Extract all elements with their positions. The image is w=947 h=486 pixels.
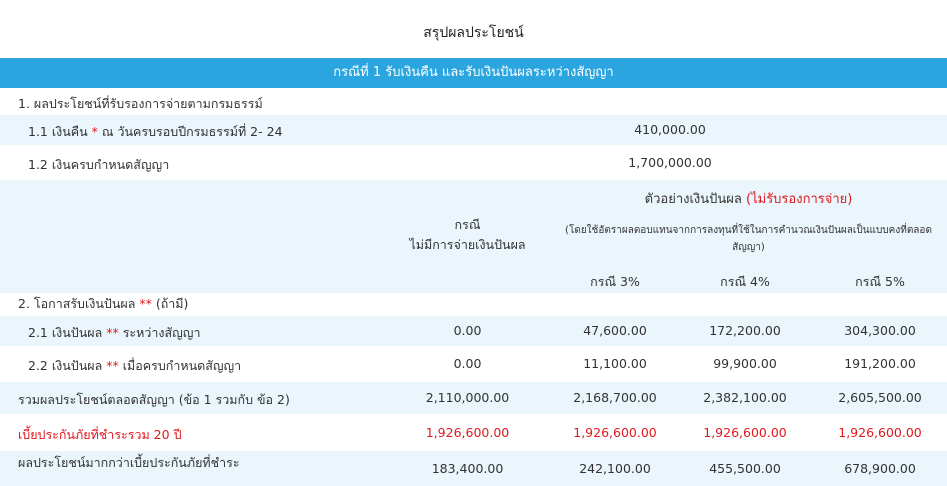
row-label: 2.2 เงินปันผล ** เมื่อครบกำหนดสัญญา	[28, 358, 242, 373]
asterisk-mark: **	[106, 325, 119, 340]
cell-case-5: 191,200.00	[844, 356, 916, 371]
cell-case-5: 304,300.00	[844, 323, 916, 338]
case-5-header: กรณี 5%	[855, 274, 905, 289]
cell-no-dividend: 1,926,600.00	[425, 425, 510, 440]
cell-case-3: 47,600.00	[583, 323, 647, 338]
cell-case-4: 99,900.00	[713, 356, 777, 371]
table-row-premium	[0, 417, 947, 449]
cell-case-4: 1,926,600.00	[703, 425, 787, 440]
cell-no-dividend: 2,110,000.00	[425, 390, 510, 405]
cell-case-4: 455,500.00	[709, 461, 781, 476]
dividend-example-title: ตัวอย่างเงินปันผล (ไม่รับรองการจ่าย)	[644, 192, 853, 207]
row-label: 2.1 เงินปันผล ** ระหว่างสัญญา	[28, 325, 201, 340]
case-banner: กรณีที่ 1 รับเงินคืน และรับเงินปันผลระหว่างสัญญา	[0, 58, 947, 88]
refund-value: 410,000.00	[634, 122, 706, 137]
cell-case-3: 242,100.00	[579, 461, 651, 476]
row-label: รวมผลประโยชน์ตลอดสัญญา (ข้อ 1 รวมกับ ข้อ 2)	[18, 392, 290, 407]
cell-no-dividend: 0.00	[453, 356, 482, 371]
cell-case-3: 1,926,600.00	[573, 425, 657, 440]
cell-case-3: 11,100.00	[583, 356, 647, 371]
asterisk-mark: **	[139, 296, 152, 311]
table-row-1-2	[0, 148, 947, 178]
cell-case-5: 678,900.00	[844, 461, 916, 476]
cell-case-3: 2,168,700.00	[573, 390, 657, 405]
table-row-2-2	[0, 349, 947, 379]
case-4-header: กรณี 4%	[720, 274, 770, 289]
row-label: ผลประโยชน์มากกว่าเบี้ยประกันภัยที่ชำระ	[18, 455, 240, 470]
table-row-2-1	[0, 316, 947, 346]
dividend-note: (โดยใช้อัตราผลตอบแทนจากการลงทุนที่ใช้ในการคำนวณเงินปันผลเป็นแบบคงที่ตลอด สัญญา)	[565, 225, 932, 253]
case-3-header: กรณี 3%	[590, 274, 640, 289]
asterisk-mark: **	[106, 358, 119, 373]
table-row-total	[0, 382, 947, 414]
row-label: เบี้ยประกันภัยที่ชำระรวม 20 ปี	[18, 427, 182, 442]
dividend-header	[0, 180, 947, 293]
maturity-value: 1,700,000.00	[628, 155, 712, 170]
asterisk-mark: *	[91, 124, 98, 139]
table-row-excess	[0, 451, 947, 486]
row-label: 1.1 เงินคืน * ณ วันครบรอบปีกรมธรรม์ที่ 2- 24	[28, 124, 283, 139]
table-row-1-1	[0, 115, 947, 145]
cell-case-4: 172,200.00	[709, 323, 781, 338]
cell-no-dividend: 0.00	[453, 323, 482, 338]
cell-case-5: 1,926,600.00	[838, 425, 922, 440]
row-label: 1.2 เงินครบกำหนดสัญญา	[28, 157, 170, 172]
section1-heading: 1. ผลประโยชน์ที่รับรองการจ่ายตามกรมธรรม์	[18, 96, 263, 111]
section2-heading: 2. โอกาสรับเงินปันผล ** (ถ้ามี)	[18, 296, 189, 311]
cell-case-4: 2,382,100.00	[703, 390, 787, 405]
page-title: สรุปผลประโยชน์	[423, 25, 524, 41]
cell-case-5: 2,605,500.00	[838, 390, 922, 405]
no-dividend-header: กรณี ไม่มีการจ่ายเงินปันผล	[409, 217, 526, 252]
cell-no-dividend: 183,400.00	[431, 461, 504, 476]
